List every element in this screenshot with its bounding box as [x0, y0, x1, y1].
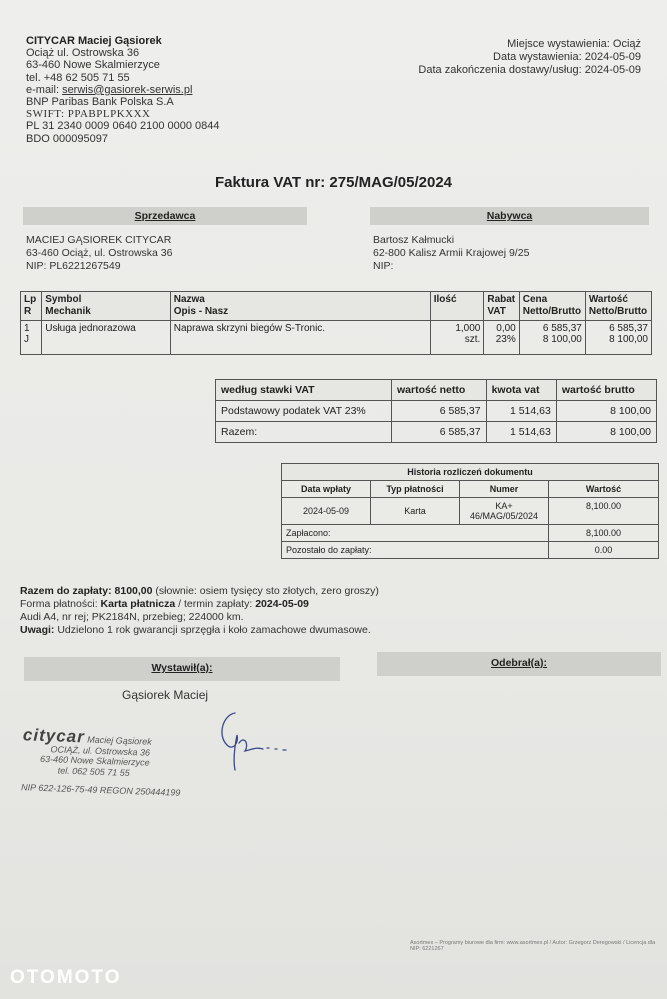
seller-label-box [23, 207, 307, 225]
email-label: e-mail: [26, 83, 63, 96]
email-link[interactable]: serwis@gasiorek-serwis.pl [62, 83, 193, 96]
seller-street: Ociąż ul. Ostrowska 36 [26, 47, 140, 60]
col-name: Nazwa Opis - Nasz [170, 292, 430, 321]
seller-city: 63-460 Nowe Skalmierzyce [26, 59, 160, 72]
vat-header-row [216, 380, 657, 401]
delivery-date: Data zakończenia dostawy/usług: 2024-05-09 [418, 63, 641, 76]
stamp-name: Maciej Gąsiorek [87, 734, 152, 747]
received-by-label: Odebrał(a): [490, 657, 547, 669]
otomoto-watermark: OTOMOTO [10, 967, 122, 988]
table-row: Podstawowy podatek VAT 23% 6 585,37 1 514,63 8 100,00 [216, 401, 657, 422]
issue-date: Data wystawienia: 2024-05-09 [493, 50, 641, 63]
seller-header [26, 35, 220, 145]
seller-email-line [26, 84, 220, 96]
buyer-details [373, 234, 529, 273]
notes-line: Uwagi: Udzielono 1 rok gwarancji sprzęgła i koło zamachowe dwumasowe. [20, 624, 371, 636]
col-qty: Ilość [430, 292, 484, 321]
items-header-row [21, 292, 652, 321]
received-by-box [377, 652, 661, 676]
vat-col-net: wartość netto [392, 380, 487, 401]
col-value: Wartość Netto/Brutto [585, 292, 651, 321]
table-row: Razem: 6 585,37 1 514,63 8 100,00 [216, 422, 657, 443]
company-stamp [20, 725, 182, 798]
row-discount: 0,00 23% [484, 321, 519, 355]
software-footer: Asortmex – Programy biurowe dla firm: www.asortmex.pl / Autor: Grzegorz Deregowski / Licencja dla NIP: 6221267 [410, 940, 656, 952]
issued-by-box [24, 657, 340, 681]
items-table [20, 291, 652, 355]
table-row [21, 321, 652, 355]
seller-line-1: MACIEJ GĄSIOREK CITYCAR [26, 234, 172, 246]
seller-swift: SWIFT: PPABPLPKXXX [26, 108, 151, 121]
vat-summary-table [215, 379, 657, 443]
handwritten-signature [205, 705, 300, 775]
stamp-line-2: 63-460 Nowe Skalmierzyce [39, 753, 150, 768]
seller-line-2: 63-460 Ociąż, ul. Ostrowska 36 [26, 247, 173, 259]
payment-line: Forma płatności: Karta płatnicza / termin zapłaty: 2024-05-09 [20, 598, 309, 610]
payment-history-table [281, 463, 659, 559]
seller-details [26, 234, 172, 273]
car-line: Audi A4, nr rej; PK2184N, przebieg; 224000 km. [20, 611, 244, 623]
seller-line-3: NIP: PL6221267549 [26, 260, 121, 272]
seller-account: PL 31 2340 0009 0640 2100 0000 0844 [26, 120, 220, 133]
payment-summary [20, 585, 379, 637]
row-price: 6 585,37 8 100,00 [519, 321, 585, 355]
issued-by-label: Wystawił(a): [151, 662, 213, 674]
col-symbol: Symbol Mechanik [42, 292, 170, 321]
seller-bdo: BDO 000095097 [26, 132, 108, 145]
buyer-label-box [370, 207, 649, 225]
history-remaining-row: Pozostało do zapłaty: 0.00 [282, 542, 659, 559]
seller-label: Sprzedawca [134, 210, 196, 222]
buyer-line-1: Bartosz Kałmucki [373, 234, 455, 246]
stamp-logo: citycar [22, 725, 86, 747]
total-line: Razem do zapłaty: 8100,00 (słownie: osiem tysięcy sto złotych, zero groszy) [20, 585, 379, 597]
buyer-label: Nabywca [486, 210, 533, 222]
buyer-line-2: 62-800 Kalisz Armii Krajowej 9/25 [373, 247, 530, 259]
buyer-line-3: NIP: [373, 260, 394, 272]
stamp-line-1: OCIĄŻ, ul. Ostrowska 36 [50, 743, 151, 758]
history-paid-row: Zapłacono: 8,100.00 [282, 525, 659, 542]
vat-col-gross: wartość brutto [556, 380, 656, 401]
table-row: 2024-05-09 Karta KA+ 46/MAG/05/2024 8,100.00 [282, 498, 659, 525]
stamp-line-4: NIP 622-126-75-49 REGON 250444199 [20, 782, 181, 798]
row-qty: 1,000 szt. [430, 321, 484, 355]
history-header-row: Data wpłaty Typ płatności Numer Wartość [282, 481, 659, 498]
issued-by-name: Gąsiorek Maciej [122, 688, 209, 702]
row-symbol: Usługa jednorazowa [42, 321, 170, 355]
invoice-meta [418, 38, 641, 76]
place-of-issue: Miejsce wystawienia: Ociąż [507, 38, 641, 50]
total-amount: 8100,00 [114, 585, 153, 597]
history-caption: Historia rozliczeń dokumentu [282, 464, 659, 481]
seller-phone: tel. +48 62 505 71 55 [26, 71, 130, 84]
col-price: Cena Netto/Brutto [519, 292, 585, 321]
stamp-line-3: tel. 062 505 71 55 [57, 764, 130, 778]
seller-company-name: CITYCAR Maciej Gąsiorek [26, 35, 162, 47]
payment-term: 2024-05-09 [255, 598, 309, 610]
vat-col-rate: według stawki VAT [216, 380, 392, 401]
col-discount: Rabat VAT [484, 292, 519, 321]
row-lp: 1 J [21, 321, 42, 355]
vat-col-tax: kwota vat [486, 380, 556, 401]
row-value: 6 585,37 8 100,00 [585, 321, 651, 355]
row-name: Naprawa skrzyni biegów S-Tronic. [170, 321, 430, 355]
col-lp: Lp R [21, 292, 42, 321]
payment-method: Karta płatnicza [100, 598, 176, 610]
seller-bank: BNP Paribas Bank Polska S.A [26, 96, 174, 109]
invoice-title: Faktura VAT nr: 275/MAG/05/2024 [214, 174, 453, 191]
